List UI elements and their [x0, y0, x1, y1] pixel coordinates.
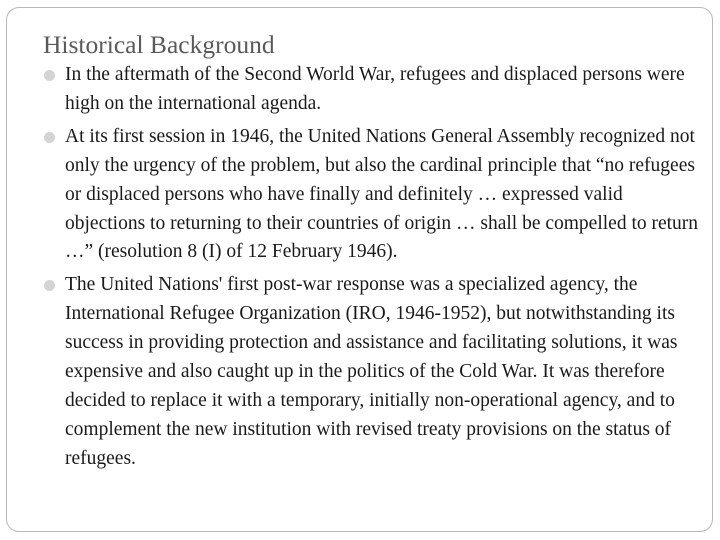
bullet-dot-icon	[44, 132, 55, 143]
bullet-dot-icon	[44, 280, 55, 291]
bullet-item	[44, 123, 704, 268]
bullet-text: At its first session in 1946, the United Nations General Assembly recognized not only the urgency of the problem, but also the cardinal principle that “no refugees or displaced persons who have finally and definitely … expressed valid objections to returning to their countries of origin … shall be compelled to return …” (resolution 8 (I) of 12 February 1946).	[65, 125, 699, 263]
slide-title: Historical Background	[43, 30, 275, 59]
bullet-dot-icon	[44, 70, 55, 81]
bullet-item	[44, 61, 704, 119]
bullet-text: In the aftermath of the Second World War, refugees and displaced persons were high on the international agenda.	[65, 64, 685, 114]
bullet-list	[44, 61, 704, 478]
slide-frame	[6, 7, 713, 532]
bullet-text: The United Nations' first post-war response was a specialized agency, the International Refugee Organization (IRO, 1946-1952), but notwithstanding its success in providing protection and assistance and facilitating solutions, it was expensive and also caught up in the politics of the Cold War. It was therefore decided to replace it with a temporary, initially non-operational agency, and to complement the new institution with revised treaty provisions on the status of refugees.	[65, 274, 678, 469]
bullet-item	[44, 271, 704, 473]
